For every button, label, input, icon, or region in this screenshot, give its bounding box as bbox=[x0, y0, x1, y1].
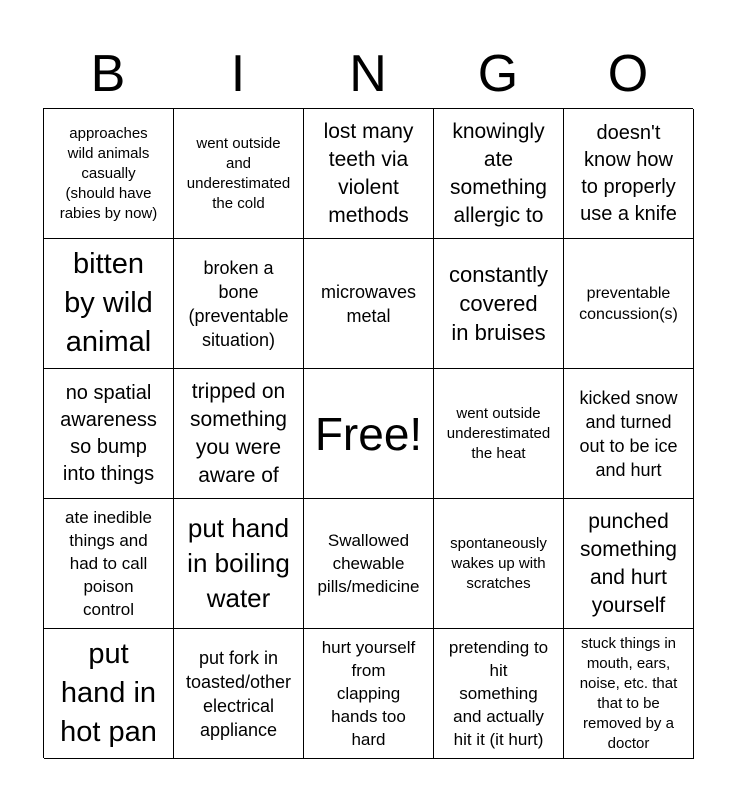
bingo-cell-r3-c1[interactable]: no spatial awareness so bump into things bbox=[44, 369, 174, 499]
bingo-cell-r1-c4[interactable]: knowingly ate something allergic to bbox=[434, 109, 564, 239]
bingo-cell-r1-c2[interactable]: went outside and underestimated the cold bbox=[174, 109, 304, 239]
bingo-cell-r3-c4[interactable]: went outside underestimated the heat bbox=[434, 369, 564, 499]
bingo-cell-r1-c1[interactable]: approaches wild animals casually (should have rabies by now) bbox=[44, 109, 174, 239]
bingo-cell-r1-c3[interactable]: lost many teeth via violent methods bbox=[304, 109, 434, 239]
bingo-cell-r5-c1[interactable]: put hand in hot pan bbox=[44, 629, 174, 759]
bingo-cell-r2-c4[interactable]: constantly covered in bruises bbox=[434, 239, 564, 369]
bingo-cell-r2-c2[interactable]: broken a bone (preventable situation) bbox=[174, 239, 304, 369]
bingo-grid bbox=[43, 108, 693, 758]
bingo-header bbox=[43, 40, 693, 108]
bingo-cell-r1-c5[interactable]: doesn't know how to properly use a knife bbox=[564, 109, 694, 239]
bingo-cell-r5-c2[interactable]: put fork in toasted/other electrical appliance bbox=[174, 629, 304, 759]
bingo-cell-r5-c3[interactable]: hurt yourself from clapping hands too hard bbox=[304, 629, 434, 759]
header-letter-o: O bbox=[607, 45, 649, 103]
bingo-cell-r5-c5[interactable]: stuck things in mouth, ears, noise, etc. that that to be removed by a doctor bbox=[564, 629, 694, 759]
header-letter-n: N bbox=[349, 45, 387, 103]
bingo-cell-r3-c5[interactable]: kicked snow and turned out to be ice and hurt bbox=[564, 369, 694, 499]
bingo-cell-r2-c1[interactable]: bitten by wild animal bbox=[44, 239, 174, 369]
header-letter-g: G bbox=[477, 45, 519, 103]
bingo-cell-r4-c5[interactable]: punched something and hurt yourself bbox=[564, 499, 694, 629]
header-letter-b: B bbox=[90, 45, 126, 103]
bingo-cell-r3-c2[interactable]: tripped on something you were aware of bbox=[174, 369, 304, 499]
bingo-cell-r2-c5[interactable]: preventable concussion(s) bbox=[564, 239, 694, 369]
bingo-cell-r4-c2[interactable]: put hand in boiling water bbox=[174, 499, 304, 629]
header-letter-i: I bbox=[230, 45, 246, 103]
bingo-cell-r4-c3[interactable]: Swallowed chewable pills/medicine bbox=[304, 499, 434, 629]
bingo-cell-r4-c4[interactable]: spontaneously wakes up with scratches bbox=[434, 499, 564, 629]
bingo-cell-r2-c3[interactable]: microwaves metal bbox=[304, 239, 434, 369]
bingo-cell-free-space[interactable]: Free! bbox=[304, 369, 434, 499]
bingo-cell-r5-c4[interactable]: pretending to hit something and actually hit it (it hurt) bbox=[434, 629, 564, 759]
bingo-cell-r4-c1[interactable]: ate inedible things and had to call poison control bbox=[44, 499, 174, 629]
